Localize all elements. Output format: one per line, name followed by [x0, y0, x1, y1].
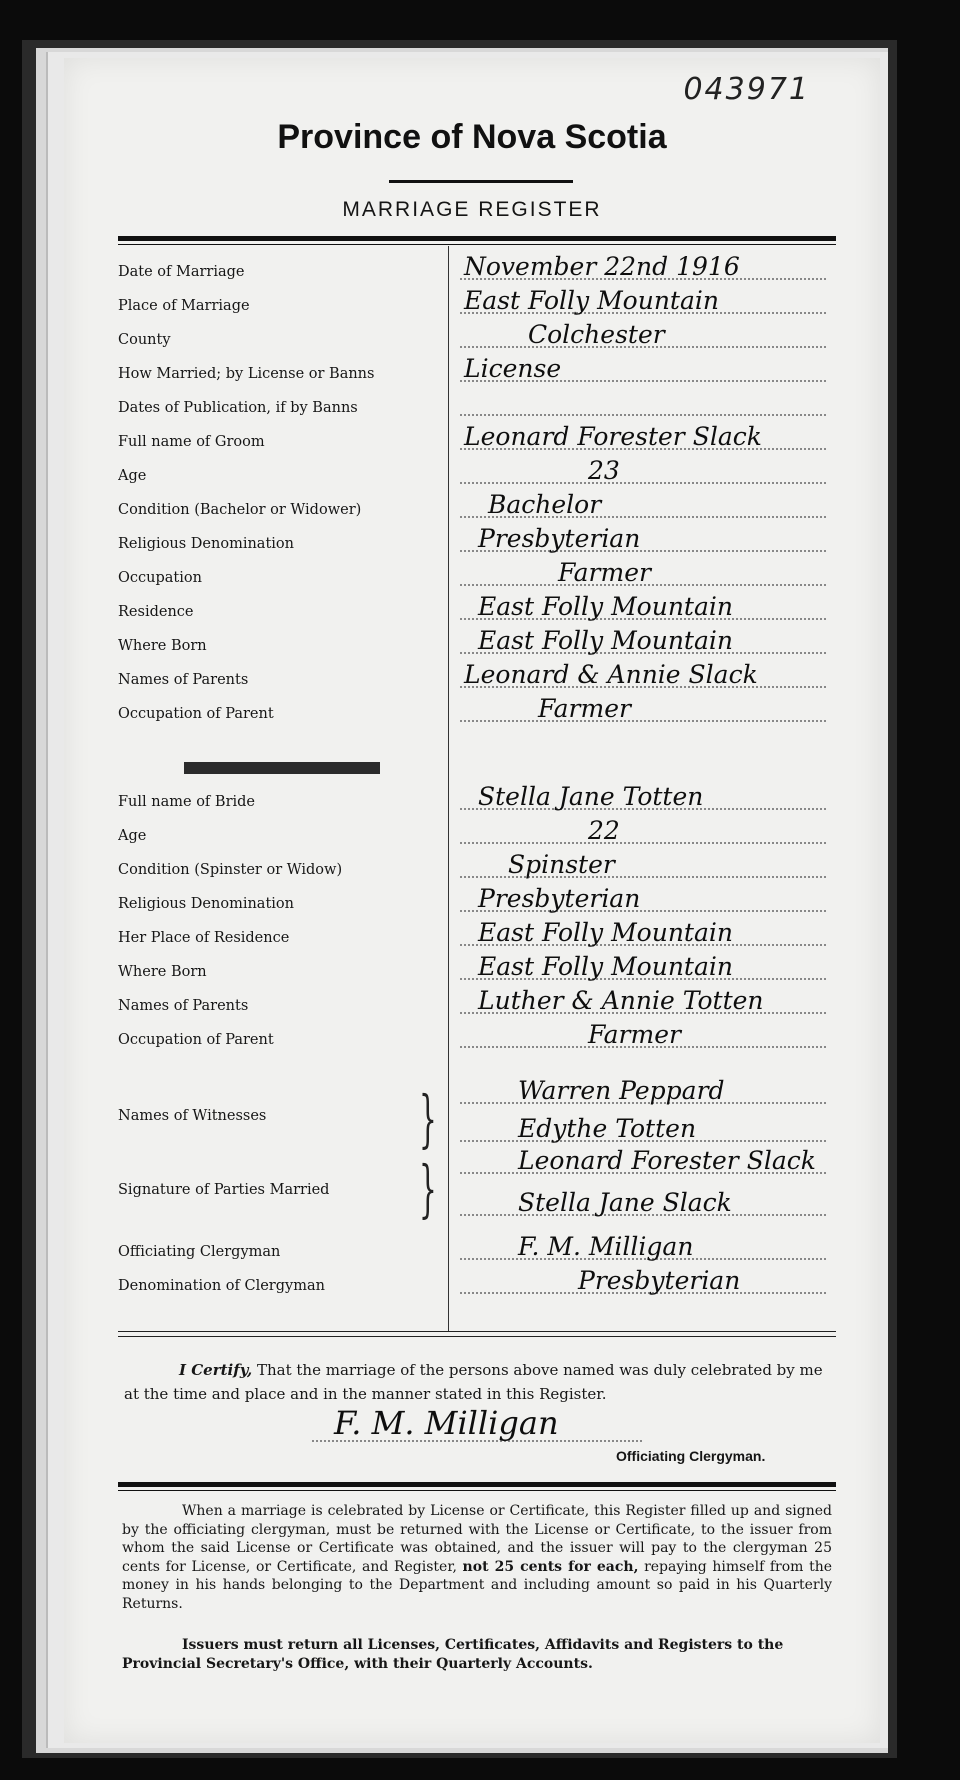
- field-row-groom-age: [118, 456, 836, 496]
- document-title: Province of Nova Scotia: [277, 118, 667, 156]
- field-row-bride-condition: [118, 850, 836, 890]
- field-label: County: [118, 332, 171, 348]
- field-row-place-of-marriage: [118, 286, 836, 326]
- field-value: Presbyterian: [478, 524, 641, 553]
- footer-para1-start: When a marriage is celebrated by License or Certificate, this Register filled up and signed by the officiating clergyman, must be returned with the License or Certificate, to the issuer from whom the said License or Certificate was obtained, and the issuer will pay to the clergyman 25 cents for License, or Certificate, and Register,: [122, 1503, 832, 1575]
- field-row-groom-name: [118, 422, 836, 462]
- field-row-bride-parents: [118, 986, 836, 1026]
- brace: }: [419, 1152, 437, 1225]
- field-row-how-married: [118, 354, 836, 394]
- header-rule: [118, 236, 836, 241]
- field-label: Residence: [118, 604, 194, 620]
- field-label: Age: [118, 828, 147, 844]
- footer-para1-bold: not 25 cents for each,: [462, 1558, 639, 1575]
- witness-2: Edythe Totten: [518, 1114, 697, 1143]
- field-value: Farmer: [588, 1020, 681, 1049]
- field-dots: [460, 414, 826, 416]
- field-row-groom-religion: [118, 524, 836, 564]
- register-page: [64, 58, 880, 1743]
- field-label: Her Place of Residence: [118, 930, 290, 946]
- field-value: East Folly Mountain: [478, 626, 733, 655]
- field-value: East Folly Mountain: [478, 918, 733, 947]
- certify-lead: I Certify,: [179, 1361, 253, 1379]
- certify-text: That the marriage of the persons above named was duly celebrated by me at the time and place and in the manner stated in this Register.: [124, 1361, 823, 1403]
- field-label: Officiating Clergyman: [118, 1244, 281, 1260]
- field-label: Place of Marriage: [118, 298, 250, 314]
- field-label: Dates of Publication, if by Banns: [118, 400, 358, 416]
- witness-1: Warren Peppard: [518, 1076, 725, 1105]
- section-divider-bar: [184, 762, 380, 774]
- field-label: How Married; by License or Banns: [118, 366, 375, 382]
- bride-signature: Stella Jane Slack: [518, 1188, 732, 1217]
- title-rule: [389, 180, 573, 183]
- field-label: Full name of Bride: [118, 794, 255, 810]
- field-label: Religious Denomination: [118, 536, 294, 552]
- field-row-groom-parent-occupation: [118, 694, 836, 734]
- field-value: F. M. Milligan: [518, 1232, 694, 1261]
- document-subtitle: MARRIAGE REGISTER: [342, 198, 602, 221]
- field-value: Luther & Annie Totten: [478, 986, 764, 1015]
- field-label: Names of Witnesses: [118, 1108, 267, 1124]
- clergyman-signature: F. M. Milligan: [334, 1404, 559, 1442]
- field-label: Occupation of Parent: [118, 1032, 274, 1048]
- footer-rule-thin: [118, 1490, 836, 1491]
- field-value: Leonard Forester Slack: [464, 422, 762, 451]
- field-dots: [460, 842, 826, 844]
- field-label: Condition (Bachelor or Widower): [118, 502, 362, 518]
- field-value: 23: [588, 456, 620, 485]
- section-rule: [118, 1331, 836, 1332]
- field-value: License: [464, 354, 562, 383]
- field-label: Where Born: [118, 964, 207, 980]
- footer-instructions: [122, 1502, 832, 1613]
- field-value: Presbyterian: [478, 884, 641, 913]
- field-value: East Folly Mountain: [464, 286, 719, 315]
- field-label: Where Born: [118, 638, 207, 654]
- field-label: Religious Denomination: [118, 896, 294, 912]
- signature-title: Officiating Clergyman.: [616, 1448, 766, 1464]
- field-value: Stella Jane Totten: [478, 782, 704, 811]
- field-value: 22: [588, 816, 620, 845]
- footer-issuers-notice: Issuers must return all Licenses, Certificates, Affidavits and Registers to the Provincial Secretary's Office, with their Quarterly Accounts.: [122, 1637, 784, 1672]
- field-value: Farmer: [558, 558, 651, 587]
- field-value: Spinster: [508, 850, 615, 879]
- field-value: November 22nd 1916: [464, 252, 740, 281]
- field-label: Age: [118, 468, 147, 484]
- field-dots: [460, 720, 826, 722]
- field-row-bride-age: [118, 816, 836, 856]
- field-label: Occupation of Parent: [118, 706, 274, 722]
- field-value: Bachelor: [488, 490, 602, 519]
- footer-para1-end: repaying himself from the money in his hands belonging to the Department and including amount so paid in his Quarterly Returns.: [122, 1558, 832, 1612]
- field-value: Farmer: [538, 694, 631, 723]
- field-label: Occupation: [118, 570, 202, 586]
- field-row-signatures: [118, 1146, 836, 1198]
- field-value: Presbyterian: [578, 1266, 741, 1295]
- field-row-witnesses: [118, 1076, 836, 1124]
- header-rule-thin: [118, 244, 836, 245]
- field-row-groom-parents: [118, 660, 836, 700]
- field-row-clergy-denomination: [118, 1266, 836, 1306]
- field-value: Leonard & Annie Slack: [464, 660, 758, 689]
- field-row-bride-name: [118, 782, 836, 822]
- field-label: Denomination of Clergyman: [118, 1278, 325, 1294]
- serial-number: 043971: [683, 72, 810, 107]
- field-label: Full name of Groom: [118, 434, 265, 450]
- field-dots: [460, 482, 826, 484]
- field-label: Names of Parents: [118, 998, 249, 1014]
- field-label: Names of Parents: [118, 672, 249, 688]
- section-rule: [118, 1336, 836, 1337]
- field-label: Condition (Spinster or Widow): [118, 862, 343, 878]
- field-value: East Folly Mountain: [478, 952, 733, 981]
- brace: }: [419, 1082, 437, 1155]
- footer-rule: [118, 1482, 836, 1487]
- field-row-bride-parent-occupation: [118, 1020, 836, 1060]
- field-label: Date of Marriage: [118, 264, 245, 280]
- field-row-groom-condition: [118, 490, 836, 530]
- field-label: Signature of Parties Married: [118, 1182, 330, 1198]
- field-value: East Folly Mountain: [478, 592, 733, 621]
- field-value: Colchester: [528, 320, 665, 349]
- groom-signature: Leonard Forester Slack: [518, 1146, 816, 1175]
- certification-statement: [124, 1358, 830, 1406]
